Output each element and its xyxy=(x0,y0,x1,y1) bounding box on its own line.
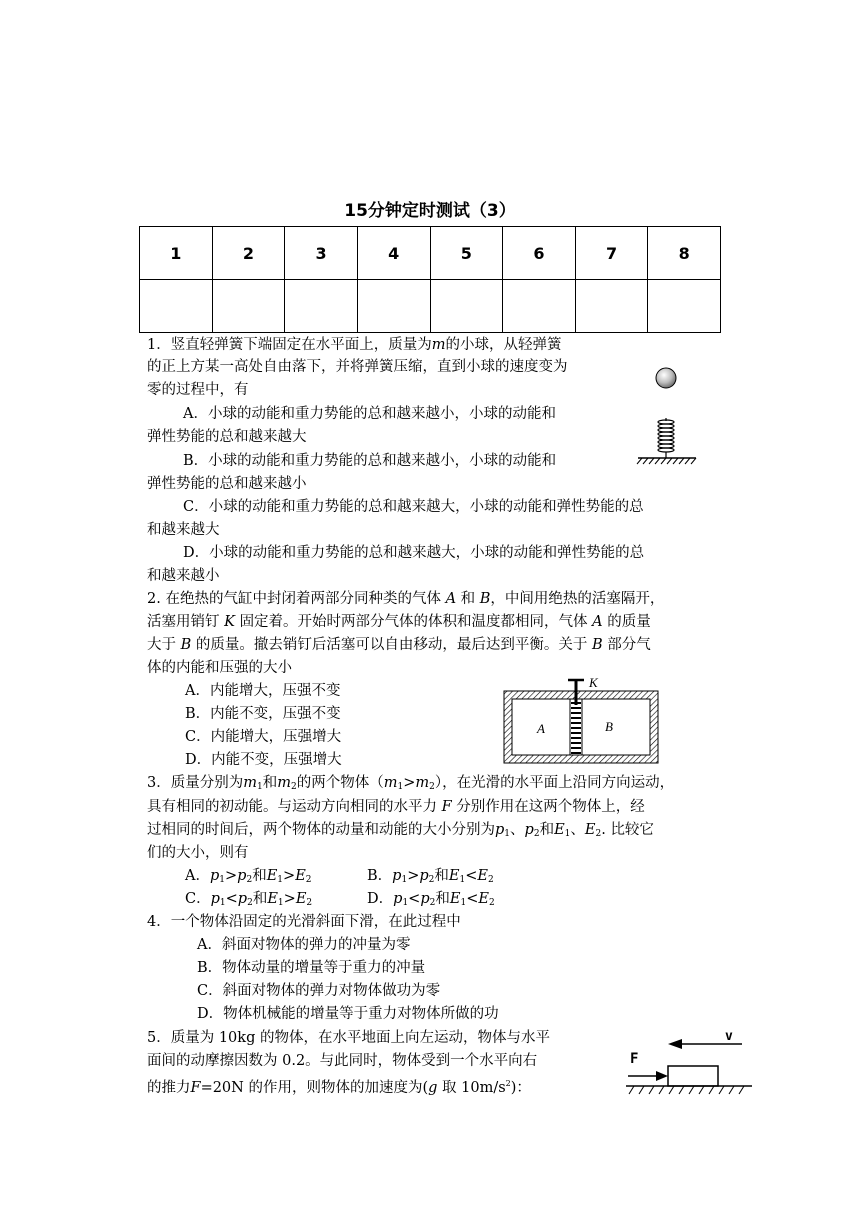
question-number-cell: 5 xyxy=(430,227,503,280)
q3-option-b: B．$p_1>p_2$和$E_1<E_2$ xyxy=(367,868,494,885)
q1-option-a-cont: 弹性势能的总和越来越大 xyxy=(147,429,307,445)
q2-stem-line-4: 体的内能和压强的大小 xyxy=(147,660,292,676)
q3-stem-line-2: 具有相同的初动能。与运动方向相同的水平力 F 分别作用在这两个物体上，经 xyxy=(147,799,645,815)
q1-stem-line-2: 的正上方某一高处自由落下，并将弹簧压缩，直到小球的速度变为 xyxy=(147,359,568,375)
spring-icon xyxy=(658,418,674,458)
ground-hatch-icon xyxy=(637,458,696,464)
q4-option-d: D．物体机械能的增量等于重力对物体所做的功 xyxy=(197,1006,499,1022)
q2-option-d: D．内能不变，压强增大 xyxy=(185,752,342,768)
q2-stem-line-2: 活塞用销钉 K 固定着。开始时两部分气体的体积和温度都相同，气体 A 的质量 xyxy=(147,614,651,630)
q3-stem-line-4: 们的大小，则有 xyxy=(147,845,249,861)
q4-option-b: B．物体动量的增量等于重力的冲量 xyxy=(197,960,426,976)
cylinder-piston-figure xyxy=(500,675,662,767)
q3-stem-line-1: 3．质量分别为$m_1$和$m_2$的两个物体$(m_1>m_2)$，在光滑的水平面上沿同方向运动， xyxy=(147,775,675,792)
q2-option-c: C．内能增大，压强增大 xyxy=(185,729,342,745)
answer-cell[interactable] xyxy=(503,280,576,333)
q1-option-a: A．小球的动能和重力势能的总和越来越小，小球的动能和 xyxy=(183,406,556,422)
q1-option-c-cont: 和越来越大 xyxy=(147,522,220,538)
block-icon xyxy=(668,1066,718,1086)
ball-icon xyxy=(656,368,676,388)
answer-grid-answer-row xyxy=(140,280,721,333)
ball-spring-figure xyxy=(630,362,702,468)
q3-option-d: D．$p_1<p_2$和$E_1<E_2$ xyxy=(367,891,495,908)
page-title: 15分钟定时测试（3） xyxy=(344,201,516,221)
q4-stem: 4．一个物体沿固定的光滑斜面下滑，在此过程中 xyxy=(147,914,461,930)
answer-cell[interactable] xyxy=(212,280,285,333)
q1-option-b-cont: 弹性势能的总和越来越小 xyxy=(147,476,307,492)
q3-option-a: A．$p_1>p_2$和$E_1>E_2$ xyxy=(185,868,312,885)
velocity-label: v xyxy=(725,1030,733,1044)
gas-a-label: A xyxy=(537,721,545,736)
answer-cell[interactable] xyxy=(648,280,721,333)
ground-hatch-icon xyxy=(626,1086,752,1094)
q3-option-c: C．$p_1<p_2$和$E_1>E_2$ xyxy=(185,891,313,908)
q2-stem-line-1: 2. 在绝热的气缸中封闭着两部分同种类的气体 A 和 B，中间用绝热的活塞隔开， xyxy=(147,591,665,607)
q2-stem-line-3: 大于 B 的质量。撤去销钉后活塞可以自由移动，最后达到平衡。关于 B 部分气 xyxy=(147,637,651,653)
question-number-cell: 4 xyxy=(357,227,430,280)
answer-grid xyxy=(139,226,721,333)
q2-option-a: A．内能增大，压强不变 xyxy=(185,683,341,699)
force-arrow-icon xyxy=(628,1071,668,1081)
question-number-cell: 6 xyxy=(503,227,576,280)
q1-stem-line-1: 1．竖直轻弹簧下端固定在水平面上，质量为m的小球，从轻弹簧 xyxy=(147,337,562,353)
q5-stem-line-3: 的推力F=20N 的作用，则物体的加速度为(g 取 $10m/s^2$)： xyxy=(147,1079,531,1096)
q3-stem-line-3: 过相同的时间后，两个物体的动量和动能的大小分别为$p_1$、$p_2$和$E_1$、$E_2$. 比较它 xyxy=(147,822,654,839)
answer-cell[interactable] xyxy=(140,280,213,333)
force-label: F xyxy=(630,1051,639,1067)
answer-cell[interactable] xyxy=(430,280,503,333)
pin-k-label: K xyxy=(589,675,598,690)
gas-b-label: B xyxy=(605,719,613,734)
q1-option-c: C．小球的动能和重力势能的总和越来越大，小球的动能和弹性势能的总 xyxy=(183,499,644,515)
q4-option-a: A．斜面对物体的弹力的冲量为零 xyxy=(197,937,411,953)
q5-stem-line-2: 面间的动摩擦因数为 0.2。与此同时，物体受到一个水平向右 xyxy=(147,1053,538,1069)
question-number-cell: 3 xyxy=(285,227,358,280)
q1-option-b: B．小球的动能和重力势能的总和越来越小，小球的动能和 xyxy=(183,453,557,469)
q1-option-d-cont: 和越来越小 xyxy=(147,568,220,584)
answer-grid-number-row xyxy=(140,227,721,280)
block-force-figure xyxy=(622,1030,756,1102)
q5-stem-line-1: 5．质量为 10kg 的物体，在水平地面上向左运动，物体与水平 xyxy=(147,1030,550,1046)
answer-cell[interactable] xyxy=(357,280,430,333)
question-number-cell: 2 xyxy=(212,227,285,280)
question-number-cell: 1 xyxy=(140,227,213,280)
answer-cell[interactable] xyxy=(285,280,358,333)
q4-option-c: C．斜面对物体的弹力对物体做功为零 xyxy=(197,983,441,999)
q2-option-b: B．内能不变，压强不变 xyxy=(185,706,341,722)
answer-cell[interactable] xyxy=(575,280,648,333)
question-number-cell: 8 xyxy=(648,227,721,280)
q1-stem-line-3: 零的过程中，有 xyxy=(147,382,249,398)
q1-option-d: D．小球的动能和重力势能的总和越来越大，小球的动能和弹性势能的总 xyxy=(183,545,645,561)
question-number-cell: 7 xyxy=(575,227,648,280)
